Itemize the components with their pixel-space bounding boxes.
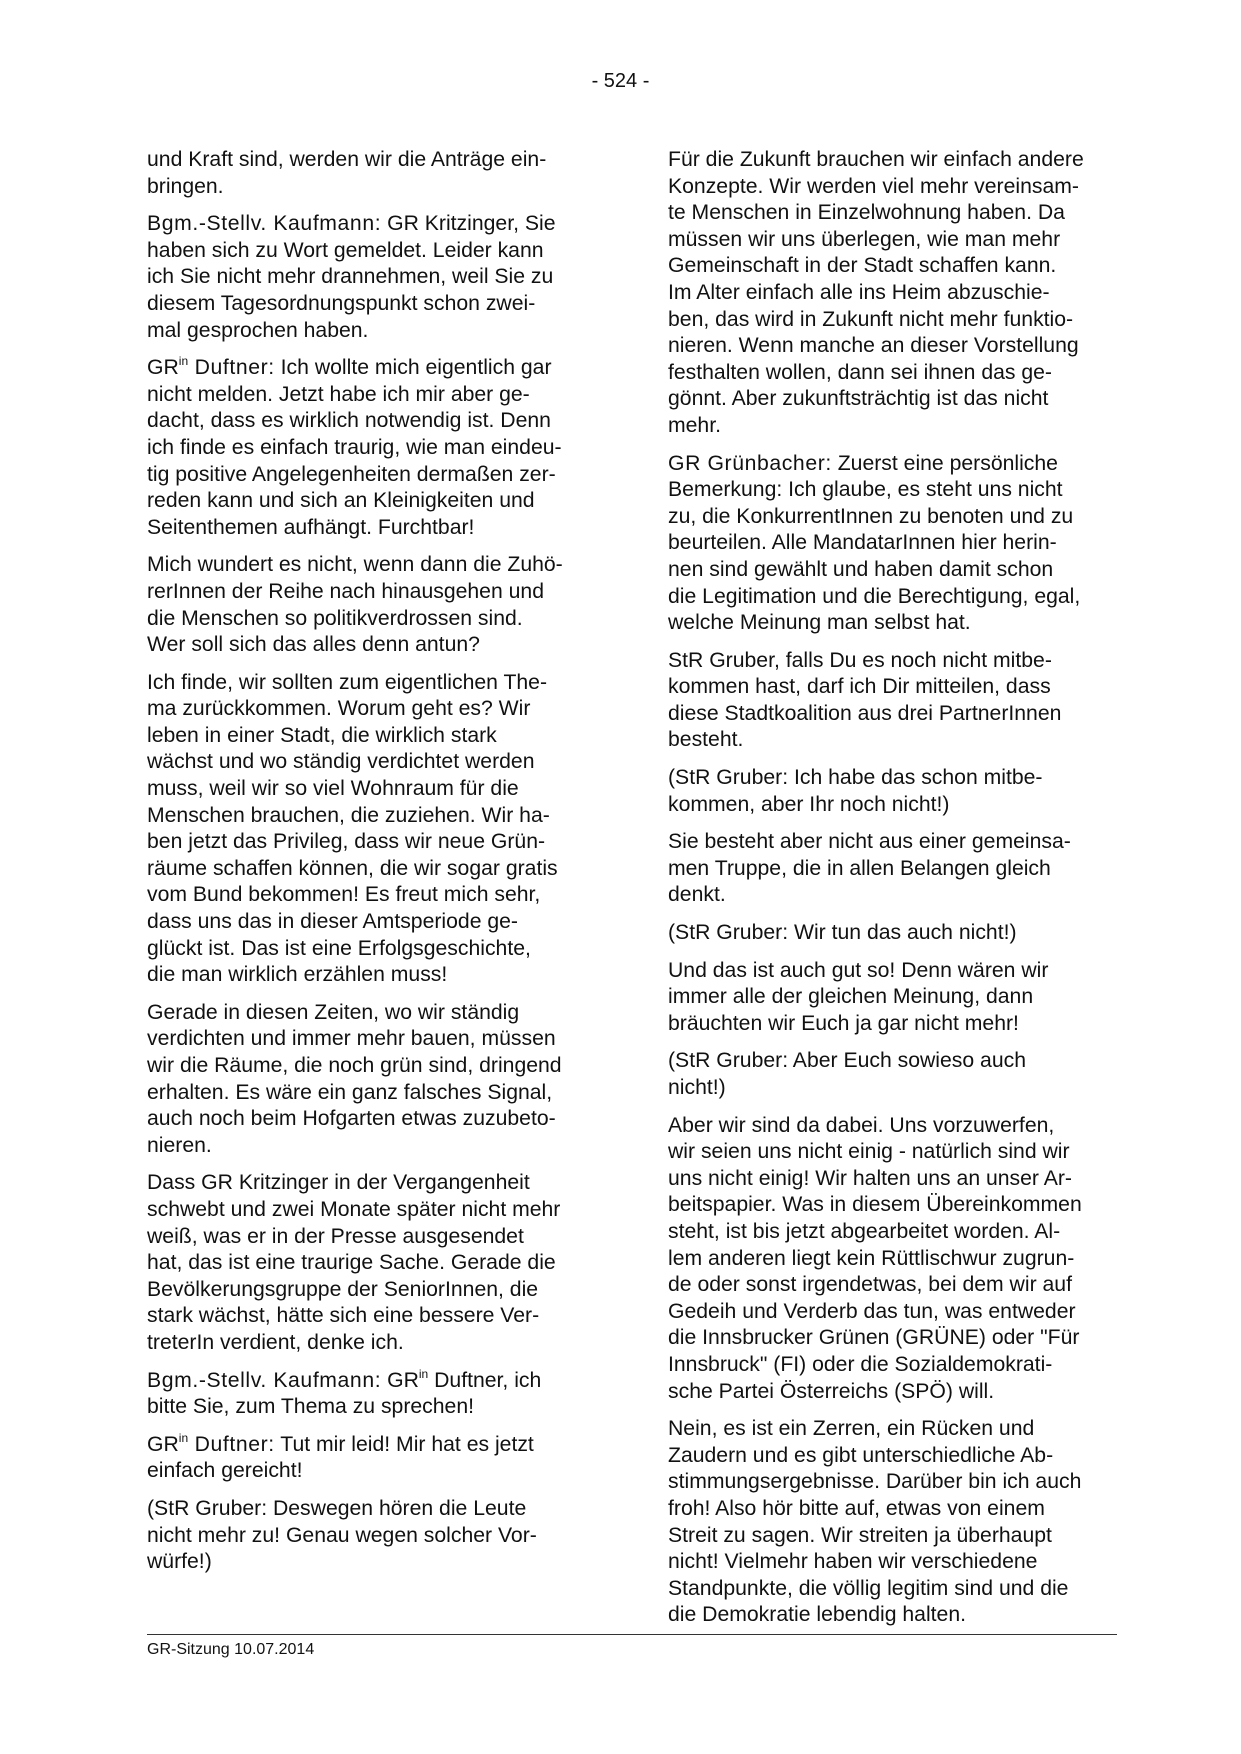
paragraph-text: Für die Zukunft brauchen wir einfach andere Konzepte. Wir werden viel mehr vereinsam- te Menschen in Einzelwohnung haben. Da müssen wir uns überlegen, wie man mehr Gemeinschaft in der Stadt schaffen kann. Im Alter einfach alle ins Heim abzuschie- ben, das wird in Zukunft nicht mehr funktio- nieren. Wenn manche an dieser Vorstellung festhalten wollen, dann sei ihnen das ge- gönnt. Aber zukunftsträchtig ist das nicht mehr. [668, 148, 1084, 437]
paragraph [147, 1368, 592, 1421]
paragraph-text: GR Kritzinger, Sie haben sich zu Wort gemeldet. Leider kann ich Sie nicht mehr drannehmen, weil Sie zu diesem Tagesordnungspunkt schon zwei- mal gesprochen haben. [147, 212, 556, 342]
paragraph [147, 1496, 592, 1576]
paragraph-text: Aber wir sind da dabei. Uns vorzuwerfen, wir seien uns nicht einig - natürlich sind wir uns nicht einig! Wir halten uns an unser Ar- beitspapier. Was in diesem Übereinkommen steht, ist bis jetzt abgearbeitet worden. Al- lem anderen liegt kein Rüttlischwur zugrun- de oder sonst irgendetwas, bei dem wir auf Gedeih und Verderb das tun, was entweder die Innsbrucker Grünen (GRÜNE) oder "Für Innsbruck" (FI) oder die Sozialdemokrati- sche Partei Österreichs (SPÖ) will. [668, 1113, 1082, 1403]
paragraph [668, 1416, 1118, 1629]
paragraph-text: Dass GR Kritzinger in der Vergangenheit schwebt und zwei Monate später nicht mehr weiß, was er in der Presse ausgesendet hat, das ist eine traurige Sache. Gerade die Bevölkerungsgruppe der SeniorInnen, die stark wächst, hätte sich eine bessere Ver- treterIn verdient, denke ich. [147, 1171, 561, 1354]
paragraph [147, 1000, 592, 1160]
paragraph-text: Mich wundert es nicht, wenn dann die Zuhö- rerInnen der Reihe nach hinausgehen und die Menschen so politikverdrossen sind. Wer soll sich das alles denn antun? [147, 553, 563, 657]
title-suffix: in [178, 1430, 189, 1445]
speaker-name: Bgm.-Stellv. Kaufmann: [147, 1368, 382, 1392]
paragraph [668, 765, 1118, 818]
paragraph-text: und Kraft sind, werden wir die Anträge ein- bringen. [147, 148, 547, 198]
paragraph-text: Sie besteht aber nicht aus einer gemeinsa- men Truppe, die in allen Belangen gleich denkt. [668, 830, 1071, 907]
paragraph-text: Gerade in diesen Zeiten, wo wir ständig verdichten und immer mehr bauen, müssen wir die Räume, die noch grün sind, dringend erhalten. Es wäre ein ganz falsches Signal, auch noch beim Hofgarten etwas zuzubeto- nieren. [147, 1000, 562, 1157]
paragraph [147, 1170, 592, 1356]
paragraph [668, 1048, 1118, 1101]
paragraph [668, 147, 1118, 440]
paragraph-text: Duftner, ich bitte Sie, zum Thema zu sprechen! [147, 1368, 542, 1419]
paragraph-text: (StR Gruber: Ich habe das schon mitbe- kommen, aber Ihr noch nicht!) [668, 766, 1043, 816]
footer-session-date: GR-Sitzung 10.07.2014 [147, 1641, 315, 1658]
paragraph-text: StR Gruber, falls Du es noch nicht mitbe- kommen hast, darf ich Dir mitteilen, dass diese Stadtkoalition aus drei PartnerInnen besteht. [668, 648, 1062, 752]
page-number: - 524 - [591, 70, 650, 92]
speaker-name: Duftner: [188, 1432, 275, 1456]
speaker-name: Bgm.-Stellv. Kaufmann: [147, 212, 382, 236]
title-suffix: in [178, 354, 189, 369]
paragraph-text: Und das ist auch gut so! Denn wären wir immer alle der gleichen Meinung, dann bräuchten wir Euch ja gar nicht mehr! [668, 958, 1049, 1035]
paragraph [668, 920, 1118, 947]
paragraph-text: Tut mir leid! Mir hat es jetzt einfach gereicht! [147, 1432, 534, 1483]
paragraph [668, 958, 1118, 1038]
paragraph-text: Ich finde, wir sollten zum eigentlichen The- ma zurückkommen. Worum geht es? Wir leben in einer Stadt, die wirklich stark wächst und wo ständig verdichtet werden muss, weil wir so viel Wohnraum für die Menschen brauchen, die zuziehen. Wir ha- ben jetzt das Privileg, dass wir neue Grün- räume schaffen können, die wir sogar gratis vom Bund bekommen! Es freut mich sehr, dass uns das in dieser Amtsperiode ge- glückt ist. Das ist eine Erfolgsgeschichte, die man wirklich erzählen muss! [147, 670, 558, 987]
paragraph [147, 147, 592, 200]
footer-divider [147, 1634, 1117, 1635]
title-suffix: in [418, 1366, 429, 1381]
speaker-title: GR [147, 1432, 179, 1456]
paragraph [147, 552, 592, 658]
paragraph-text: (StR Gruber: Deswegen hören die Leute nicht mehr zu! Genau wegen solcher Vor- würfe!) [147, 1496, 537, 1574]
paragraph [668, 451, 1118, 637]
paragraph-text: Zuerst eine persönliche Bemerkung: Ich glaube, es steht uns nicht zu, die KonkurrentInnen zu benoten und zu beurteilen. Alle MandatarInnen hier herin- nen sind gewählt und haben damit schon die Legitimation und die Berechtigung, egal, welche Meinung man selbst hat. [668, 451, 1081, 635]
paragraph [668, 829, 1118, 909]
right-column [668, 147, 1118, 1640]
paragraph-text: (StR Gruber: Wir tun das auch nicht!) [668, 921, 1017, 945]
paragraph [147, 670, 592, 989]
paragraph [147, 1432, 592, 1485]
speaker-title: GR [381, 1368, 419, 1392]
speaker-name: Duftner: [188, 356, 275, 380]
paragraph [668, 648, 1118, 754]
paragraph-text: Nein, es ist ein Zerren, ein Rücken und Zaudern und es gibt unterschiedliche Ab- stimmungsergebnisse. Darüber bin ich auch froh! Also hör bitte auf, etwas von einem Streit zu sagen. Wir streiten ja überhaupt nicht! Vielmehr haben wir verschiedene Standpunkte, die völlig legitim sind und die die Demokratie lebendig halten. [668, 1417, 1082, 1627]
paragraph [147, 355, 592, 541]
paragraph-text: (StR Gruber: Aber Euch sowieso auch nicht!) [668, 1049, 1027, 1099]
paragraph [147, 211, 592, 344]
paragraph [668, 1113, 1118, 1406]
speaker-name: GR Grünbacher: [668, 451, 832, 475]
left-column [147, 147, 592, 1587]
speaker-title: GR [147, 356, 179, 380]
paragraph-text: Ich wollte mich eigentlich gar nicht melden. Jetzt habe ich mir aber ge- dacht, dass es wirklich notwendig ist. Denn ich finde es einfach traurig, wie man eindeu- tig positive Angelegenheiten dermaßen zer- reden kann und sich an Kleinigkeiten und Seitenthemen aufhängt. Furchtbar! [147, 356, 562, 539]
